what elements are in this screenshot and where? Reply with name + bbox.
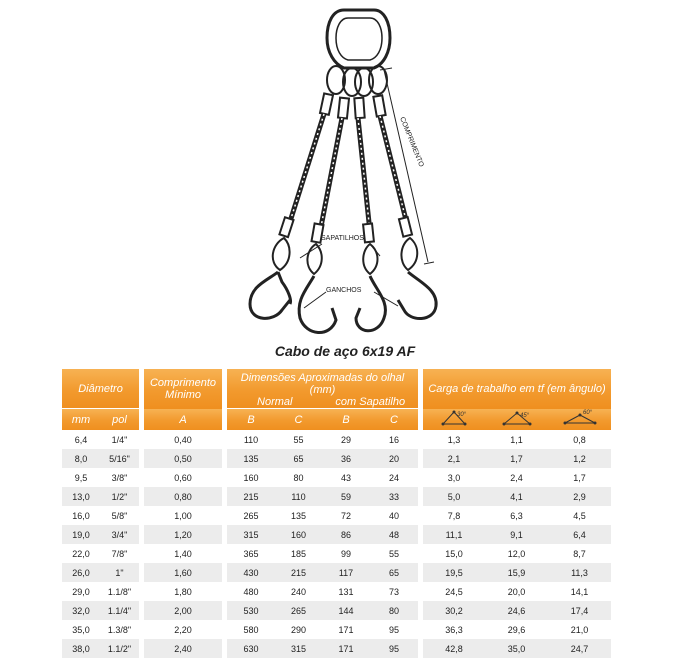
cell-carga-45: 4,1 [485, 487, 548, 506]
cell-carga-60: 2,9 [548, 487, 611, 506]
cell-carga-60: 0,8 [548, 430, 611, 449]
cell-carga-45: 12,0 [485, 544, 548, 563]
cell-mm: 26,0 [62, 563, 100, 582]
cell-pol: 3/8" [100, 468, 139, 487]
angle-45-icon [485, 409, 548, 430]
cell-b-normal: 365 [227, 544, 275, 563]
cell-c-normal: 215 [275, 563, 322, 582]
cell-carga-30: 2,1 [423, 449, 485, 468]
cell-mm: 32,0 [62, 601, 100, 620]
cell-a: 0,80 [144, 487, 222, 506]
header-normal: Normal [257, 396, 293, 408]
header-dimensoes-title: Dimensões Aproximadas do olhal (mm) [240, 372, 405, 396]
cell-a: 2,20 [144, 620, 222, 639]
cell-carga-30: 42,8 [423, 639, 485, 658]
cell-c-sapatilho: 33 [370, 487, 418, 506]
cell-a: 1,60 [144, 563, 222, 582]
cell-carga-60: 1,7 [548, 468, 611, 487]
cell-carga-45: 24,6 [485, 601, 548, 620]
table-row [62, 525, 611, 544]
angle-30-icon [423, 409, 485, 430]
cell-c-sapatilho: 55 [370, 544, 418, 563]
header-a: A [144, 409, 222, 430]
cell-carga-30: 1,3 [423, 430, 485, 449]
cell-b-sapatilho: 59 [322, 487, 370, 506]
header-c-normal: C [275, 409, 322, 430]
cell-mm: 9,5 [62, 468, 100, 487]
cell-c-sapatilho: 95 [370, 620, 418, 639]
table-row [62, 620, 611, 639]
cell-c-sapatilho: 20 [370, 449, 418, 468]
cell-b-sapatilho: 99 [322, 544, 370, 563]
cell-b-sapatilho: 43 [322, 468, 370, 487]
header-c-sapatilho: C [370, 409, 418, 430]
svg-text:60°: 60° [582, 410, 592, 416]
cell-pol: 3/4" [100, 525, 139, 544]
svg-text:30°: 30° [457, 412, 467, 418]
cell-carga-30: 36,3 [423, 620, 485, 639]
cell-carga-45: 2,4 [485, 468, 548, 487]
cell-b-normal: 215 [227, 487, 275, 506]
cell-pol: 1.3/8" [100, 620, 139, 639]
cell-a: 0,60 [144, 468, 222, 487]
cell-carga-60: 8,7 [548, 544, 611, 563]
cell-carga-60: 6,4 [548, 525, 611, 544]
cell-c-normal: 110 [275, 487, 322, 506]
header-carga: Carga de trabalho em tf (em ângulo) [423, 369, 611, 409]
cell-b-sapatilho: 131 [322, 582, 370, 601]
cell-c-sapatilho: 73 [370, 582, 418, 601]
cell-a: 1,80 [144, 582, 222, 601]
cell-carga-45: 1,7 [485, 449, 548, 468]
cell-b-normal: 630 [227, 639, 275, 658]
cell-b-sapatilho: 86 [322, 525, 370, 544]
cell-carga-30: 24,5 [423, 582, 485, 601]
angle-60-icon [548, 409, 611, 430]
cell-c-normal: 240 [275, 582, 322, 601]
cell-a: 0,40 [144, 430, 222, 449]
cell-b-normal: 160 [227, 468, 275, 487]
table-row [62, 563, 611, 582]
cell-c-normal: 315 [275, 639, 322, 658]
cell-c-sapatilho: 24 [370, 468, 418, 487]
cell-mm: 29,0 [62, 582, 100, 601]
cell-carga-45: 6,3 [485, 506, 548, 525]
cell-b-normal: 110 [227, 430, 275, 449]
cell-carga-30: 19,5 [423, 563, 485, 582]
cell-b-sapatilho: 72 [322, 506, 370, 525]
cell-carga-60: 24,7 [548, 639, 611, 658]
cell-a: 0,50 [144, 449, 222, 468]
cell-c-normal: 265 [275, 601, 322, 620]
table-row [62, 544, 611, 563]
cell-carga-60: 4,5 [548, 506, 611, 525]
cell-c-sapatilho: 48 [370, 525, 418, 544]
cell-mm: 6,4 [62, 430, 100, 449]
header-dimensoes [227, 369, 418, 409]
cell-c-sapatilho: 40 [370, 506, 418, 525]
sling-specification-table [62, 369, 611, 658]
cell-b-sapatilho: 144 [322, 601, 370, 620]
cell-a: 1,40 [144, 544, 222, 563]
cell-b-normal: 580 [227, 620, 275, 639]
cell-b-sapatilho: 29 [322, 430, 370, 449]
table-row [62, 582, 611, 601]
cell-carga-60: 14,1 [548, 582, 611, 601]
cell-pol: 1.1/2" [100, 639, 139, 658]
svg-text:45°: 45° [519, 413, 529, 419]
cell-mm: 35,0 [62, 620, 100, 639]
page-title: Cabo de aço 6x19 AF [274, 343, 416, 359]
cell-pol: 1/2" [100, 487, 139, 506]
header-mm: mm [62, 409, 100, 430]
cell-mm: 13,0 [62, 487, 100, 506]
cell-carga-45: 35,0 [485, 639, 548, 658]
cell-mm: 19,0 [62, 525, 100, 544]
cell-b-normal: 430 [227, 563, 275, 582]
cell-a: 2,40 [144, 639, 222, 658]
cell-c-normal: 80 [275, 468, 322, 487]
cell-carga-45: 29,6 [485, 620, 548, 639]
cell-carga-30: 15,0 [423, 544, 485, 563]
cell-carga-30: 11,1 [423, 525, 485, 544]
cell-c-normal: 185 [275, 544, 322, 563]
cell-carga-60: 21,0 [548, 620, 611, 639]
cell-carga-45: 9,1 [485, 525, 548, 544]
cell-mm: 16,0 [62, 506, 100, 525]
header-diametro: Diâmetro [62, 369, 139, 409]
cell-b-sapatilho: 171 [322, 639, 370, 658]
table-body [62, 430, 611, 658]
cell-pol: 7/8" [100, 544, 139, 563]
cell-carga-30: 7,8 [423, 506, 485, 525]
table-row [62, 601, 611, 620]
cell-pol: 1.1/4" [100, 601, 139, 620]
cell-b-normal: 530 [227, 601, 275, 620]
cell-carga-30: 30,2 [423, 601, 485, 620]
cell-c-normal: 160 [275, 525, 322, 544]
cell-a: 2,00 [144, 601, 222, 620]
table-row [62, 468, 611, 487]
cell-pol: 1/4" [100, 430, 139, 449]
cell-b-sapatilho: 171 [322, 620, 370, 639]
header-com-sapatilho: com Sapatilho [335, 396, 406, 408]
cell-b-sapatilho: 36 [322, 449, 370, 468]
cell-c-normal: 65 [275, 449, 322, 468]
cell-carga-45: 15,9 [485, 563, 548, 582]
table-row [62, 487, 611, 506]
cell-pol: 5/16" [100, 449, 139, 468]
cell-mm: 38,0 [62, 639, 100, 658]
cell-carga-30: 5,0 [423, 487, 485, 506]
cell-c-sapatilho: 65 [370, 563, 418, 582]
cell-b-normal: 135 [227, 449, 275, 468]
cell-c-sapatilho: 16 [370, 430, 418, 449]
header-comprimento: Comprimento Mínimo [144, 369, 222, 409]
cell-carga-45: 1,1 [485, 430, 548, 449]
ganchos-label: GANCHOS [326, 287, 362, 294]
header-b-sapatilho: B [322, 409, 370, 430]
cell-a: 1,20 [144, 525, 222, 544]
table-row [62, 449, 611, 468]
cell-carga-60: 1,2 [548, 449, 611, 468]
cell-c-normal: 55 [275, 430, 322, 449]
header-b-normal: B [227, 409, 275, 430]
cell-b-normal: 315 [227, 525, 275, 544]
cell-carga-30: 3,0 [423, 468, 485, 487]
header-pol: pol [100, 409, 139, 430]
cell-pol: 5/8" [100, 506, 139, 525]
cell-carga-45: 20,0 [485, 582, 548, 601]
cell-b-normal: 480 [227, 582, 275, 601]
cell-carga-60: 17,4 [548, 601, 611, 620]
cell-b-sapatilho: 117 [322, 563, 370, 582]
cell-b-normal: 265 [227, 506, 275, 525]
cell-c-sapatilho: 80 [370, 601, 418, 620]
cell-mm: 8,0 [62, 449, 100, 468]
comprimento-label: COMPRIMENTO [398, 116, 425, 169]
cell-pol: 1" [100, 563, 139, 582]
cell-c-normal: 135 [275, 506, 322, 525]
cell-a: 1,00 [144, 506, 222, 525]
cell-c-sapatilho: 95 [370, 639, 418, 658]
cell-c-normal: 290 [275, 620, 322, 639]
table-row [62, 430, 611, 449]
cell-carga-60: 11,3 [548, 563, 611, 582]
cell-mm: 22,0 [62, 544, 100, 563]
sapatilhos-label: SAPATILHOS [321, 235, 364, 242]
table-row [62, 506, 611, 525]
cell-pol: 1.1/8" [100, 582, 139, 601]
